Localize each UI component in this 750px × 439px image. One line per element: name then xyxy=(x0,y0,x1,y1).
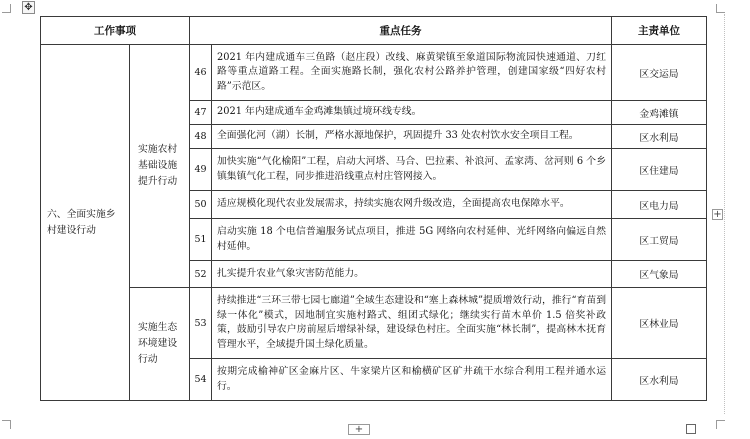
unit-cell: 区电力局 xyxy=(612,191,707,219)
add-row-button[interactable]: + xyxy=(348,424,370,435)
unit-cell: 区工贸局 xyxy=(612,219,707,261)
unit-cell: 区气象局 xyxy=(612,261,707,288)
task-table xyxy=(40,16,707,401)
group-cell: 实施生态环境建设行动 xyxy=(130,288,190,401)
add-column-button[interactable]: + xyxy=(713,209,722,220)
header-key-task: 重点任务 xyxy=(190,17,612,45)
table-row xyxy=(41,45,707,101)
row-number: 48 xyxy=(190,125,212,149)
task-cell: 适应规模化现代农业发展需求，持续实施农网升级改造，全面提高农电保障水平。 xyxy=(212,191,612,219)
page-margin-guide xyxy=(724,14,725,414)
unit-cell: 区林业局 xyxy=(612,288,707,359)
task-cell: 持续推进“三环三带七园七廊道”全域生态建设和“塞上森林城”提质增效行动，推行“育苗到绿一体化”模式，因地制宜实施村路式、组团式绿化；继续实行苗木单价 1.5 倍奖补政策，鼓励引导农户房前屋后增绿补绿，建设绿色村庄。全面实施“林长制”，提高林木抚育管理水平，全域提升国土绿化质量。 xyxy=(212,288,612,359)
table-resize-handle[interactable] xyxy=(686,424,696,434)
unit-cell: 区住建局 xyxy=(612,149,707,191)
task-cell: 加快实施“气化榆阳”工程，启动大河塔、马合、巴拉素、补浪河、孟家湾、岔河则 6 个乡镇集镇气化工程，同步推进沿线重点村庄管网接入。 xyxy=(212,149,612,191)
task-cell: 全面强化河（湖）长制，严格水源地保护，巩固提升 33 处农村饮水安全项目工程。 xyxy=(212,125,612,149)
row-number: 53 xyxy=(190,288,212,359)
page-corner-mark xyxy=(2,420,11,429)
unit-cell: 区水利局 xyxy=(612,125,707,149)
page-corner-mark xyxy=(2,4,11,13)
unit-cell: 区交运局 xyxy=(612,45,707,101)
row-number: 47 xyxy=(190,101,212,125)
unit-cell: 区水利局 xyxy=(612,359,707,401)
task-cell: 按期完成榆神矿区金麻片区、牛家梁片区和榆横矿区矿井疏干水综合利用工程并通水运行。 xyxy=(212,359,612,401)
row-number: 51 xyxy=(190,219,212,261)
table-header-row xyxy=(41,17,707,45)
table-row xyxy=(41,288,707,359)
page-corner-mark xyxy=(716,420,725,429)
header-work-item: 工作事项 xyxy=(41,17,190,45)
row-number: 46 xyxy=(190,45,212,101)
group-cell: 实施农村基础设施提升行动 xyxy=(130,45,190,288)
header-responsible-unit: 主责单位 xyxy=(612,17,707,45)
task-cell: 扎实提升农业气象灾害防范能力。 xyxy=(212,261,612,288)
task-cell: 2021 年内建成通车金鸡滩集镇过境环线专线。 xyxy=(212,101,612,125)
row-number: 52 xyxy=(190,261,212,288)
page-corner-mark xyxy=(716,4,725,13)
row-number: 50 xyxy=(190,191,212,219)
table-move-handle-icon[interactable]: ✥ xyxy=(22,1,35,14)
row-number: 49 xyxy=(190,149,212,191)
row-number: 54 xyxy=(190,359,212,401)
unit-cell: 金鸡滩镇 xyxy=(612,101,707,125)
category-cell: 六、全面实施乡村建设行动 xyxy=(41,45,130,401)
task-cell: 启动实施 18 个电信普遍服务试点项目，推进 5G 网络向农村延伸、光纤网络向偏远自然村延伸。 xyxy=(212,219,612,261)
task-cell: 2021 年内建成通车三鱼路（赵庄段）改线、麻黄梁镇至象道国际物流园快速通道、刀红路等重点道路工程。全面实施路长制，强化农村公路养护管理，创建国家级“四好农村路”示范区。 xyxy=(212,45,612,101)
